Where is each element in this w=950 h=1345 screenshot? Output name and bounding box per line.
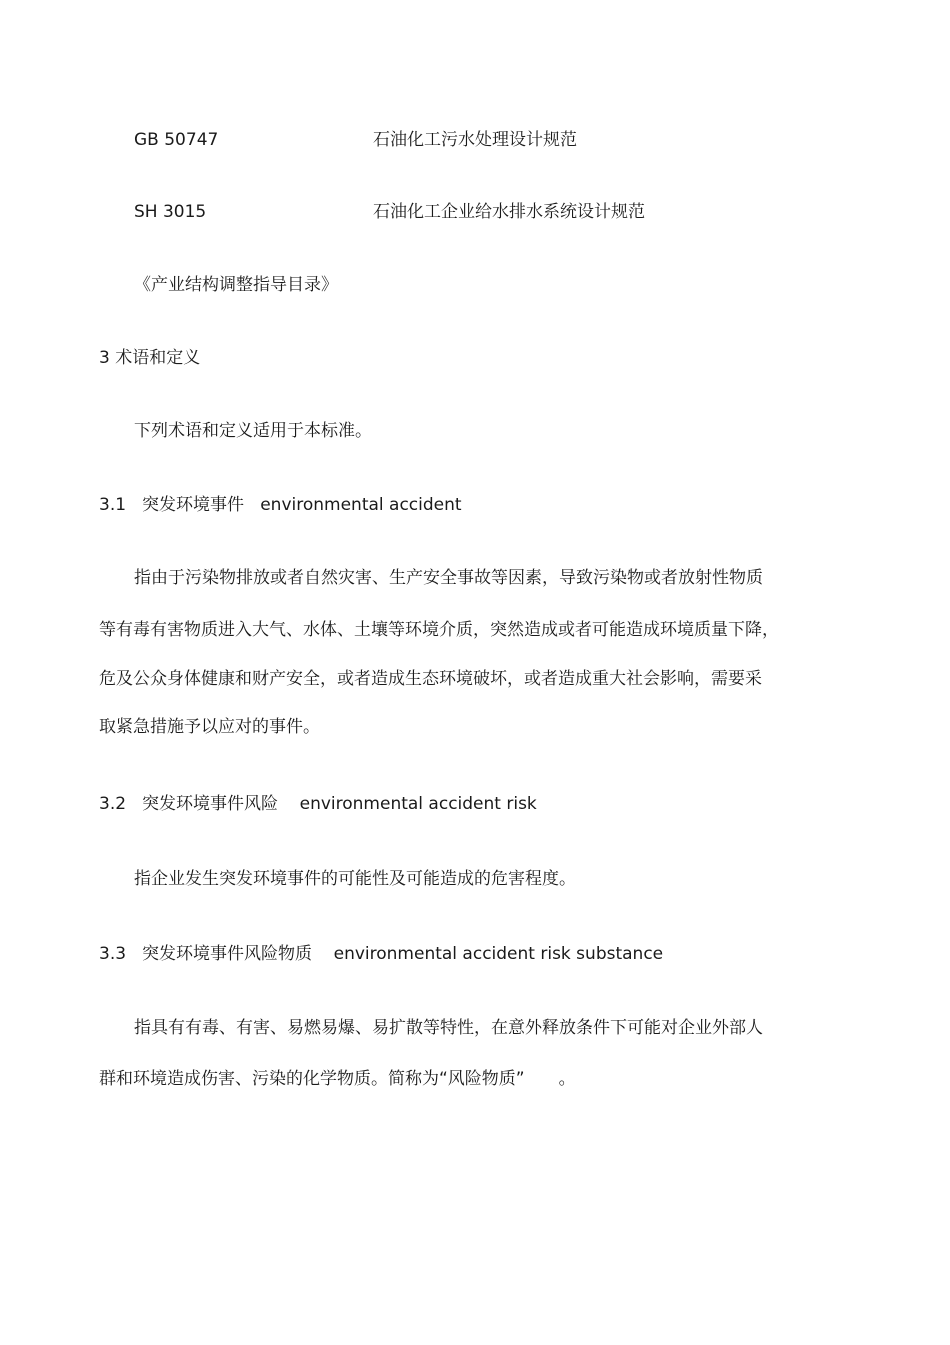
- reference-title-2: 石油化工企业给水排水系统设计规范: [373, 202, 645, 222]
- catalog-reference: 《产业结构调整指导目录》: [134, 275, 338, 295]
- definition-line: 危及公众身体健康和财产安全，或者造成生态环境破坏，或者造成重大社会影响，需要采: [99, 669, 762, 689]
- term-number: 3.3: [99, 944, 127, 964]
- term-title: [142, 942, 663, 966]
- term-title-en: environmental accident: [260, 495, 462, 515]
- section-heading: 3 术语和定义: [99, 348, 201, 368]
- definition-line: 取紧急措施予以应对的事件。: [99, 717, 320, 737]
- term-title-cn: 突发环境事件风险: [142, 794, 278, 814]
- definition-line: 指具有有毒、有害、易燃易爆、易扩散等特性，在意外释放条件下可能对企业外部人: [134, 1018, 763, 1038]
- term-title: [142, 792, 537, 816]
- reference-code-1: GB 50747: [134, 130, 219, 150]
- reference-code-2: SH 3015: [134, 202, 207, 222]
- section-intro: 下列术语和定义适用于本标准。: [134, 421, 372, 441]
- term-title-en: environmental accident risk substance: [333, 944, 664, 964]
- term-title-cn: 突发环境事件风险物质: [142, 944, 312, 964]
- term-number: 3.1: [99, 495, 127, 515]
- definition-line: 指企业发生突发环境事件的可能性及可能造成的危害程度。: [134, 869, 576, 889]
- term-title-cn: 突发环境事件: [142, 495, 244, 515]
- definition-line: 指由于污染物排放或者自然灾害、生产安全事故等因素，导致污染物或者放射性物质: [134, 568, 763, 588]
- term-title-en: environmental accident risk: [299, 794, 537, 814]
- term-number: 3.2: [99, 794, 127, 814]
- term-title: [142, 493, 462, 517]
- definition-line: 等有毒有害物质进入大气、水体、土壤等环境介质，突然造成或者可能造成环境质量下降，: [99, 620, 779, 640]
- definition-line: 群和环境造成伤害、污染的化学物质。简称为“风险物质” 。: [99, 1069, 576, 1089]
- reference-title-1: 石油化工污水处理设计规范: [373, 130, 577, 150]
